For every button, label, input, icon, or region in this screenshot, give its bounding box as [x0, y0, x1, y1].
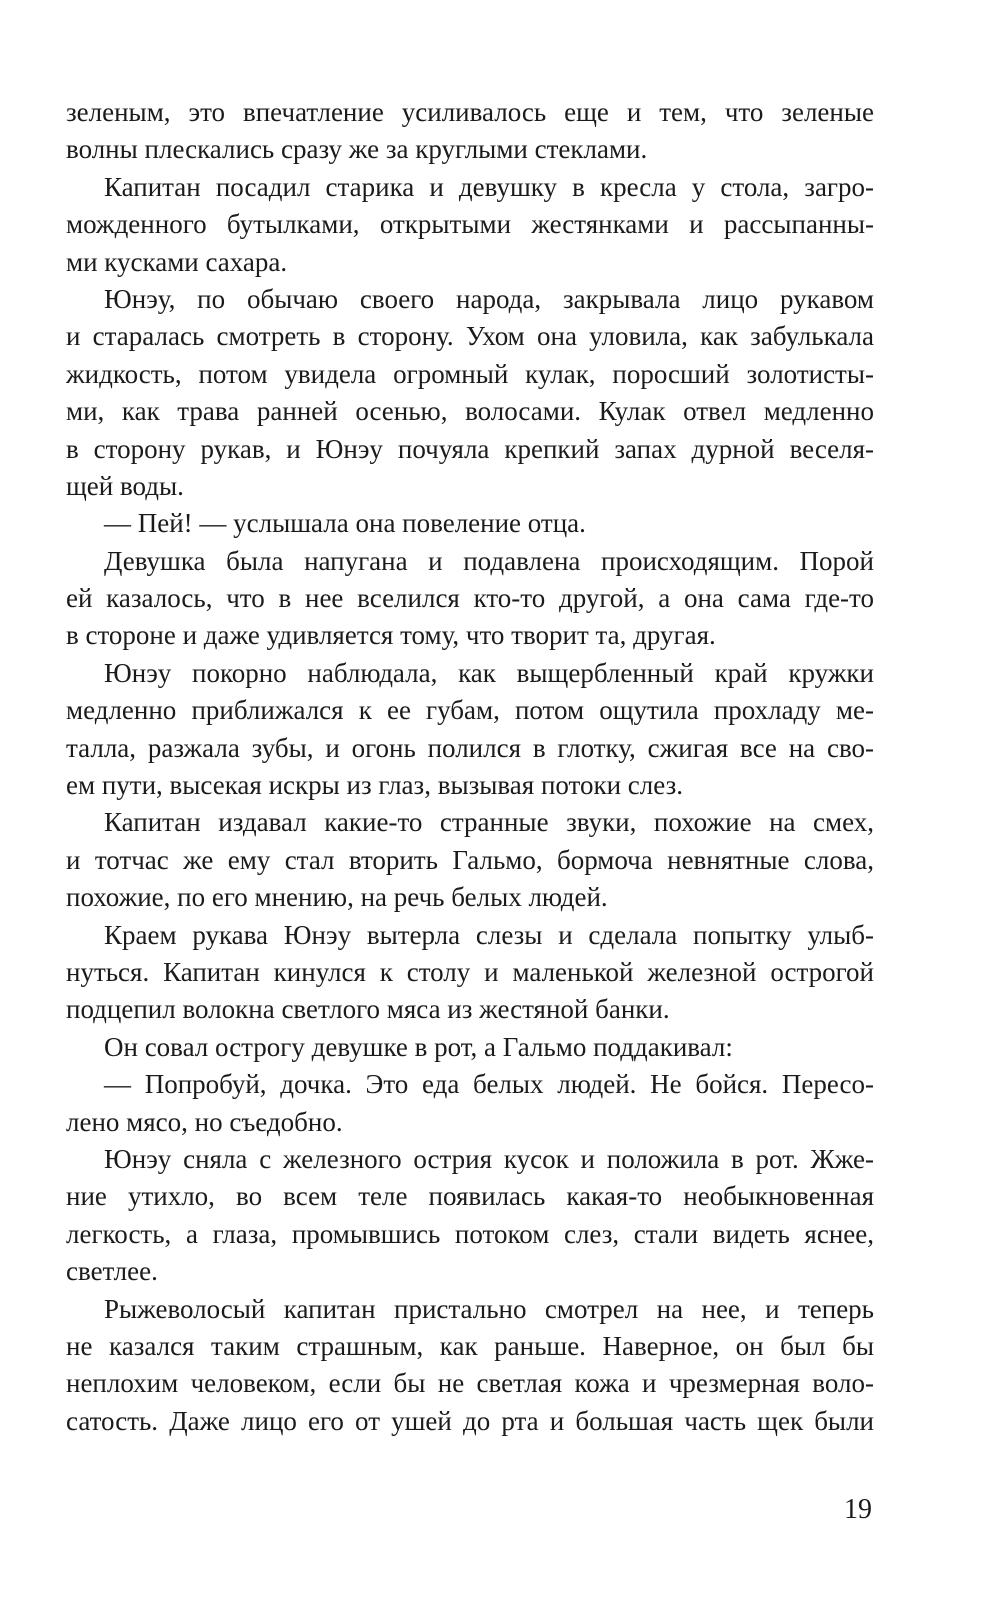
page-body-text	[66, 94, 874, 1440]
text-line: легкость, а глаза, промывшись потоком слез, стали видеть яснее,	[66, 1218, 874, 1249]
text-line: — Попробуй, дочка. Это еда белых людей. Не бойся. Пересо-	[104, 1069, 874, 1100]
paragraph	[66, 169, 874, 281]
text-line: ми кусками сахара.	[66, 246, 288, 277]
text-line: медленно приближался к ее губам, потом ощутила прохладу ме-	[66, 695, 874, 726]
text-line: ем пути, высекая искры из глаз, вызывая потоки слез.	[66, 770, 683, 801]
page-number: 19	[844, 1494, 872, 1525]
paragraph	[66, 94, 874, 169]
text-line: зеленым, это впечатление усиливалось еще и тем, что зеленые	[66, 97, 874, 127]
text-line: Краем рукава Юнэу вытерла слезы и сделала попытку улыб-	[104, 919, 874, 950]
text-line: Девушка была напугана и подавлена происходящим. Порой	[104, 545, 874, 576]
text-line: Капитан издавал какие-то странные звуки, похожие на смех,	[104, 807, 874, 838]
paragraph	[66, 1066, 874, 1141]
text-line: Юнэу сняла с железного острия кусок и положила в рот. Жже-	[104, 1143, 874, 1174]
text-line: талла, разжала зубы, и огонь полился в глотку, сжигая все на сво-	[66, 732, 874, 763]
text-line: подцепил волокна светлого мяса из жестяной банки.	[66, 994, 670, 1025]
text-line: ние утихло, во всем теле появилась какая-то необыкновенная	[66, 1181, 874, 1212]
paragraph	[66, 1291, 874, 1441]
text-line: Он совал острогу девушке в рот, а Гальмо поддакивал:	[104, 1031, 733, 1062]
text-line: лено мясо, но съедобно.	[66, 1106, 343, 1137]
text-line: в стороне и даже удивляется тому, что творит та, другая.	[66, 620, 716, 651]
text-line: ей казалось, что в нее вселился кто-то другой, а она сама где-то	[66, 583, 874, 614]
paragraph	[66, 1029, 874, 1066]
text-line: нуться. Капитан кинулся к столу и маленькой железной острогой	[66, 956, 874, 987]
text-line: волны плескались сразу же за круглыми стеклами.	[66, 134, 648, 165]
paragraph	[66, 281, 874, 505]
text-line: и старалась смотреть в сторону. Ухом она уловила, как забулькала	[66, 321, 874, 352]
text-line: Юнэу, по обычаю своего народа, закрывала лицо рукавом	[104, 283, 874, 314]
paragraph	[66, 917, 874, 1029]
text-line: и тотчас же ему стал вторить Гальмо, бормоча невнятные слова,	[66, 844, 874, 875]
text-line: похожие, по его мнению, на речь белых людей.	[66, 882, 608, 913]
text-line: щей воды.	[66, 470, 184, 501]
text-line: — Пей! — услышала она повеление отца.	[104, 508, 586, 539]
text-line: неплохим человеком, если бы не светлая кожа и чрезмерная воло-	[66, 1368, 874, 1399]
text-line: не казался таким страшным, как раньше. Наверное, он был бы	[66, 1330, 874, 1361]
text-line: Юнэу покорно наблюдала, как выщербленный край кружки	[104, 657, 874, 688]
paragraph	[66, 804, 874, 916]
text-line: Капитан посадил старика и девушку в кресла у стола, загро-	[104, 171, 874, 202]
paragraph	[66, 543, 874, 655]
text-line: сатость. Даже лицо его от ушей до рта и большая часть щек были	[66, 1405, 874, 1436]
text-line: светлее.	[66, 1256, 158, 1287]
text-line: можденного бутылками, открытыми жестянками и рассыпанны-	[66, 209, 874, 240]
text-line: Рыжеволосый капитан пристально смотрел на нее, и теперь	[104, 1293, 874, 1324]
text-line: ми, как трава ранней осенью, волосами. Кулак отвел медленно	[66, 396, 874, 427]
text-line: в сторону рукав, и Юнэу почуяла крепкий запах дурной веселя-	[66, 433, 874, 464]
text-line: жидкость, потом увидела огромный кулак, поросший золотисты-	[66, 358, 874, 389]
paragraph	[66, 505, 874, 542]
paragraph	[66, 655, 874, 805]
paragraph	[66, 1141, 874, 1291]
